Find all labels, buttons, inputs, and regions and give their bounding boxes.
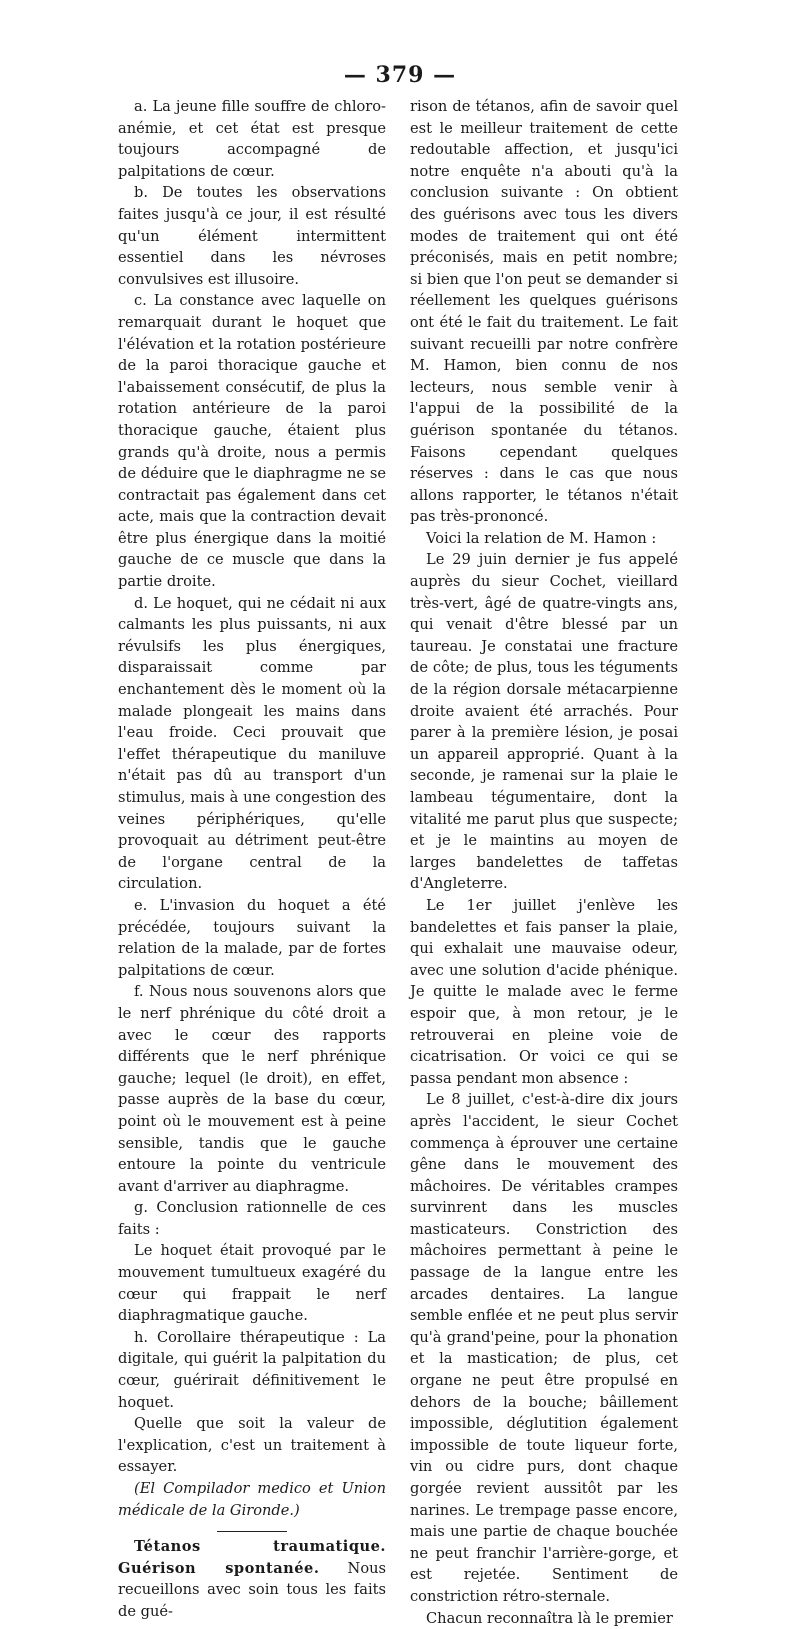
paragraph-8-juillet: Le 8 juillet, c'est-à-dire dix jours après l'accident, le sieur Cochet commença à éprouver une certaine gêne dans le mouvement des mâchoires. De véritables crampes survinrent dans les muscles masticateurs. Constriction des mâchoires permettant à peine le passage de la langue entre les arcades dentaires. La langue semble enflée et ne peut plus servir qu'à grand'peine, pour la phonation et la mastication; de plus, cet organe ne peut être propulsé en dehors de la bouche; bâillement impossible, déglutition également impossible de toute liqueur forte, vin ou cidre purs, dont chaque gorgée revient aussitôt par les narines. Le trempage passe encore, mais une partie de chaque bouchée ne peut franchir l'arrière-gorge, et est rejetée. Sentiment de constriction rétro-sternale. (410, 1091, 678, 1605)
left-column (118, 96, 386, 1623)
right-column (410, 96, 678, 1629)
headline-continuation: Nous recueillons avec soin tous les faits de gué- (118, 1559, 386, 1620)
paragraph-1-juillet: Le 1er juillet j'enlève les bandelettes et fais panser la plaie, qui exhalait une mauvaise odeur, avec une solution d'acide phénique. Je quitte le malade avec le ferme espoir que, à mon retour, je le retrouverai en pleine voie de cicatrisation. Or voici ce qui se passa pendant mon absence : (410, 896, 678, 1087)
paragraph-d: d. Le hoquet, qui ne cédait ni aux calmants les plus puissants, ni aux révulsifs les plus énergiques, disparaissait comme par enchantement dès le moment où la malade plongeait les mains dans l'eau froide. Ceci prouvait que l'effet thérapeutique du maniluve n'était pas dû au transport d'un stimulus, mais à une congestion des veines périphériques, qu'elle provoquait au détriment peut-être de l'organe central de la circulation. (118, 594, 386, 893)
paragraph-a: a. La jeune fille souffre de chloro-anémie, et cet état est presque toujours accompagné de palpitations de cœur. (118, 98, 386, 180)
paragraph-final: Chacun reconnaîtra là le premier (426, 1609, 673, 1627)
paragraph-explanation: Quelle que soit la valeur de l'explication, c'est un traitement à essayer. (118, 1415, 386, 1476)
section-divider (217, 1531, 287, 1532)
citation: (El Compilador medico et Union médicale de la Gironde.) (118, 1480, 386, 1519)
paragraph-g: g. Conclusion rationnelle de ces faits : (118, 1199, 386, 1238)
paragraph-b: b. De toutes les observations faites jusqu'à ce jour, il est résulté qu'un élément intermittent essentiel dans les névroses convulsives est illusoire. (118, 184, 386, 288)
paragraph-continuation: rison de tétanos, afin de savoir quel est le meilleur traitement de cette redoutable affection, et jusqu'ici notre enquête n'a abouti qu'à la conclusion suivante : On obtient des guérisons avec tous les divers modes de traitement qui ont été préconisés, mais en petit nombre; si bien que l'on peut se demander si réellement les quelques guérisons ont été le fait du traitement. Le fait suivant recueilli par notre confrère M. Hamon, bien connu de nos lecteurs, nous semble venir à l'appui de la possibilité de la guérison spontanée du tétanos. Faisons cependant quelques réserves : dans le cas que nous allons rapporter, le tétanos n'était pas très-prononcé. (410, 98, 678, 526)
paragraph-conclusion: Le hoquet était provoqué par le mouvement tumultueux exagéré du cœur qui frappait le nerf diaphragmatique gauche. (118, 1242, 386, 1325)
headline-paragraph (118, 1536, 386, 1622)
paragraph-e: e. L'invasion du hoquet a été précédée, toujours suivant la relation de la malade, par de fortes palpitations de cœur. (118, 896, 386, 979)
article-headline: Tétanos traumatique. Guérison spontanée. (118, 1538, 386, 1577)
paragraph-29-juin: Le 29 juin dernier je fus appelé auprès du sieur Cochet, vieillard très-vert, âgé de quatre-vingts ans, qui venait d'être blessé par un taureau. Je constatai une fracture de côte; de plus, tous les téguments de la région dorsale métacarpienne droite avaient été arrachés. Pour parer à la première lésion, je posai un appareil approprié. Quant à la seconde, je ramenai sur la plaie le lambeau tégumentaire, dont la vitalité me parut plus que suspecte; et je le maintins au moyen de larges bandelettes de taffetas d'Angleterre. (410, 551, 678, 893)
paragraph-c: c. La constance avec laquelle on remarquait durant le hoquet que l'élévation et la rotation postérieure de la paroi thoracique gauche et l'abaissement consécutif, de plus la rotation antérieure de la paroi thoracique gauche, étaient plus grands qu'à droite, nous a permis de déduire que le diaphragme ne se contractait pas également dans cet acte, mais que la contraction devait être plus énergique dans la moitié gauche de ce muscle que dans la partie droite. (118, 292, 386, 591)
paragraph-relation: Voici la relation de M. Hamon : (426, 529, 657, 547)
page-number: — 379 — (343, 62, 457, 88)
paragraph-f: f. Nous nous souvenons alors que le nerf phrénique du côté droit a avec le cœur des rapports différents que le nerf phrénique gauche; lequel (le droit), en effet, passe auprès de la base du cœur, point où le mouvement est à peine sensible, tandis que le gauche entoure la pointe du ventricule avant d'arriver au diaphragme. (118, 983, 386, 1195)
paragraph-h: h. Corollaire thérapeutique : La digitale, qui guérit la palpitation du cœur, guérirait définitivement le hoquet. (118, 1328, 386, 1411)
